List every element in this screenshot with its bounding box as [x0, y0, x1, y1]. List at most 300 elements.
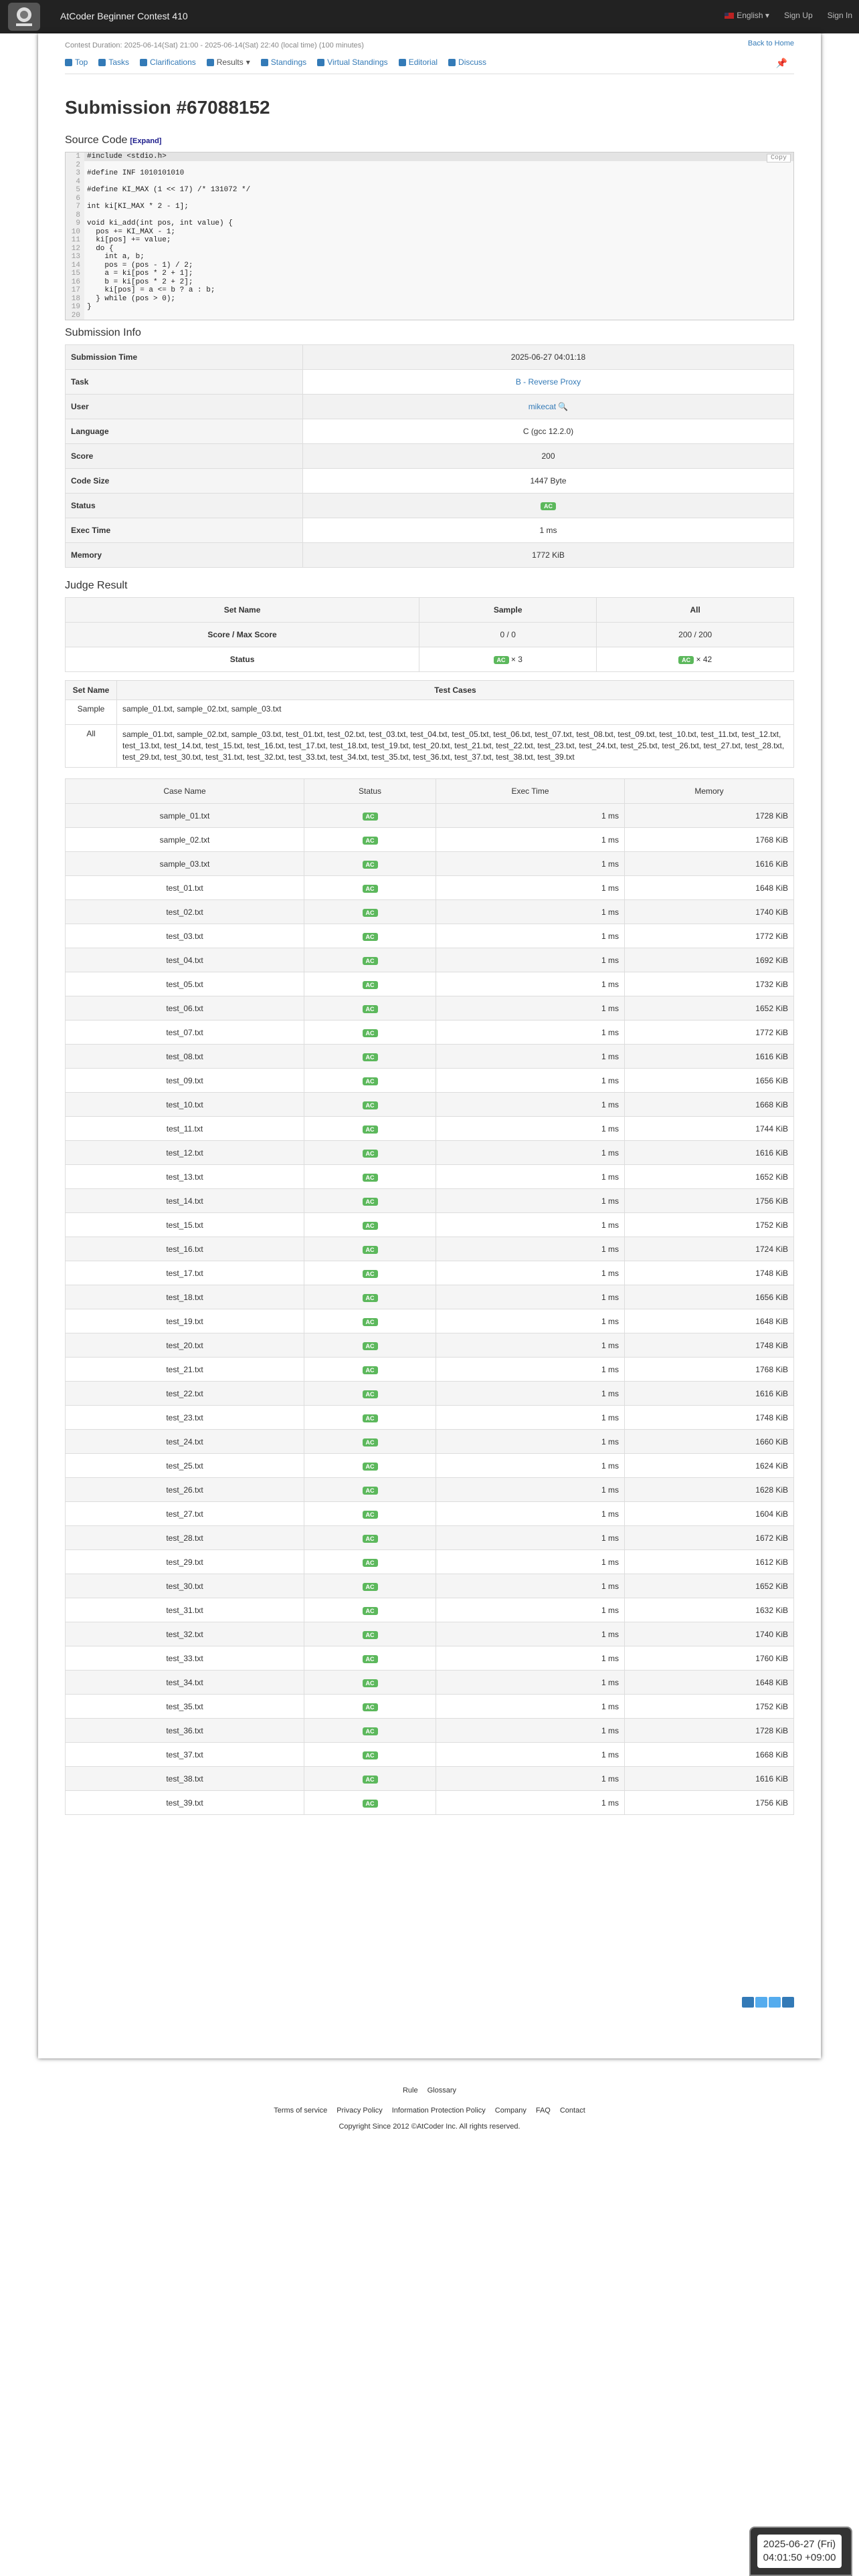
case-status — [304, 1743, 436, 1767]
code-line — [66, 161, 793, 170]
case-row — [66, 1333, 794, 1358]
case-status — [304, 924, 436, 948]
case-memory: 1628 KiB — [625, 1478, 794, 1502]
tab-label: Virtual Standings — [327, 58, 388, 67]
info-row — [66, 444, 794, 469]
submission-info-table — [65, 344, 794, 568]
memory-header: Memory — [625, 779, 794, 804]
case-status — [304, 1550, 436, 1574]
line-content: #define KI_MAX (1 << 17) /* 131072 */ — [87, 186, 251, 194]
case-status — [304, 1358, 436, 1382]
line-content — [84, 312, 87, 320]
user-link[interactable]: mikecat — [528, 402, 557, 411]
line-number: 5 — [66, 186, 84, 195]
footer-link-contact[interactable]: Contact — [559, 2107, 585, 2115]
case-status — [304, 1719, 436, 1743]
atcoder-logo[interactable] — [8, 3, 40, 31]
case-exec-time: 1 ms — [436, 1261, 625, 1285]
case-name: sample_03.txt — [66, 852, 304, 876]
line-content: b = ki[pos * 2 + 2]; — [87, 278, 193, 286]
case-memory: 1656 KiB — [625, 1285, 794, 1309]
question-icon — [140, 59, 147, 66]
info-row — [66, 543, 794, 568]
code-line — [66, 270, 793, 278]
case-exec-time: 1 ms — [436, 1695, 625, 1719]
case-memory: 1616 KiB — [625, 1141, 794, 1165]
code-line — [66, 245, 793, 253]
case-exec-time: 1 ms — [436, 1526, 625, 1550]
tab-label: Results — [216, 58, 244, 67]
case-name: test_01.txt — [66, 876, 304, 900]
case-name: test_26.txt — [66, 1478, 304, 1502]
case-row — [66, 1646, 794, 1671]
ac-badge: AC — [363, 933, 378, 941]
case-name: test_15.txt — [66, 1213, 304, 1237]
case-memory: 1612 KiB — [625, 1550, 794, 1574]
ac-badge: AC — [363, 1029, 378, 1037]
case-status — [304, 1791, 436, 1815]
line-number: 9 — [66, 219, 84, 228]
case-row — [66, 1550, 794, 1574]
ac-badge: AC — [363, 813, 378, 821]
ac-badge: AC — [363, 1607, 378, 1615]
fixed-clock — [749, 2527, 852, 2576]
sample-status-count: × 3 — [510, 655, 522, 664]
case-name: test_33.txt — [66, 1646, 304, 1671]
case-exec-time: 1 ms — [436, 1069, 625, 1093]
footer — [0, 2086, 859, 2131]
case-status — [304, 1526, 436, 1550]
info-label: Score — [66, 444, 303, 469]
line-number: 8 — [66, 211, 84, 220]
case-name: test_22.txt — [66, 1382, 304, 1406]
tab-discuss[interactable] — [448, 58, 486, 67]
list-icon — [207, 59, 214, 66]
case-row — [66, 996, 794, 1021]
case-exec-time: 1 ms — [436, 1743, 625, 1767]
book-icon — [399, 59, 406, 66]
info-row — [66, 419, 794, 444]
line-content — [84, 161, 87, 170]
sort-icon — [261, 59, 268, 66]
case-memory: 1772 KiB — [625, 1021, 794, 1045]
case-row — [66, 1069, 794, 1093]
info-label: Memory — [66, 543, 303, 568]
footer-link-faq[interactable]: FAQ — [535, 2107, 551, 2115]
footer-link-rule[interactable]: Rule — [402, 2086, 418, 2095]
case-exec-time: 1 ms — [436, 1598, 625, 1622]
case-exec-time: 1 ms — [436, 804, 625, 828]
case-exec-time: 1 ms — [436, 852, 625, 876]
code-line — [66, 286, 793, 295]
case-name: test_27.txt — [66, 1502, 304, 1526]
case-memory: 1632 KiB — [625, 1598, 794, 1622]
info-value — [303, 494, 794, 518]
case-memory: 1648 KiB — [625, 1309, 794, 1333]
line-number: 3 — [66, 169, 84, 178]
all-header: All — [597, 598, 794, 623]
set-cases-sample: sample_01.txt, sample_02.txt, sample_03.txt — [117, 700, 794, 725]
ac-badge: AC — [363, 1438, 378, 1446]
case-memory: 1724 KiB — [625, 1237, 794, 1261]
search-icon[interactable]: 🔍 — [556, 402, 569, 411]
case-status — [304, 1574, 436, 1598]
case-exec-time: 1 ms — [436, 1021, 625, 1045]
back-home-link[interactable]: Back to Home — [747, 39, 794, 47]
ac-badge: AC — [363, 1583, 378, 1591]
case-exec-time: 1 ms — [436, 828, 625, 852]
case-exec-time: 1 ms — [436, 996, 625, 1021]
case-row — [66, 1671, 794, 1695]
case-memory: 1616 KiB — [625, 1045, 794, 1069]
tab-label: Tasks — [108, 58, 130, 67]
line-number: 17 — [66, 286, 84, 295]
case-row — [66, 1406, 794, 1430]
copyright: Copyright Since 2012 ©AtCoder Inc. All rights reserved. — [339, 2123, 520, 2131]
line-content: void ki_add(int pos, int value) { — [87, 219, 233, 227]
case-row — [66, 1165, 794, 1189]
case-memory: 1656 KiB — [625, 1069, 794, 1093]
case-name: test_05.txt — [66, 972, 304, 996]
case-memory: 1616 KiB — [625, 1767, 794, 1791]
code-line — [66, 295, 793, 304]
case-status — [304, 1671, 436, 1695]
case-name-header: Case Name — [66, 779, 304, 804]
info-row — [66, 395, 794, 419]
case-status — [304, 1165, 436, 1189]
case-memory: 1652 KiB — [625, 1165, 794, 1189]
info-value: 200 — [303, 444, 794, 469]
case-exec-time: 1 ms — [436, 1550, 625, 1574]
case-exec-time: 1 ms — [436, 1671, 625, 1695]
code-line — [66, 312, 793, 320]
sign-up-link[interactable]: Sign Up — [783, 11, 813, 20]
footer-link-privacy-policy[interactable]: Privacy Policy — [337, 2107, 383, 2115]
tab-results[interactable]: Results ▾ — [207, 58, 250, 67]
source-code-block[interactable] — [65, 152, 794, 320]
ac-badge: AC — [363, 1366, 378, 1374]
line-content: int ki[KI_MAX * 2 - 1]; — [87, 203, 189, 211]
contest-tabs — [65, 58, 794, 74]
line-content: ki[pos] += value; — [87, 236, 171, 244]
tab-clarifications[interactable] — [140, 58, 196, 67]
score-label: Score / Max Score — [66, 623, 419, 647]
info-row — [66, 469, 794, 494]
ac-badge: AC — [363, 1150, 378, 1158]
case-status — [304, 948, 436, 972]
case-exec-time: 1 ms — [436, 1358, 625, 1382]
ac-badge: AC — [678, 656, 694, 664]
sort-icon — [317, 59, 324, 66]
case-memory: 1728 KiB — [625, 1719, 794, 1743]
case-name: test_04.txt — [66, 948, 304, 972]
case-status-header: Status — [304, 779, 436, 804]
case-memory: 1604 KiB — [625, 1502, 794, 1526]
info-label: Exec Time — [66, 518, 303, 543]
line-content: pos += KI_MAX - 1; — [87, 227, 176, 236]
case-status — [304, 1382, 436, 1406]
case-memory: 1740 KiB — [625, 900, 794, 924]
tab-label: Standings — [270, 58, 307, 67]
footer-link-terms-of-service[interactable]: Terms of service — [274, 2107, 328, 2115]
ac-badge: AC — [363, 1535, 378, 1543]
case-status — [304, 972, 436, 996]
line-content — [84, 211, 87, 220]
top-navbar — [0, 0, 859, 33]
case-name: test_38.txt — [66, 1767, 304, 1791]
case-status — [304, 1117, 436, 1141]
judge-summary-table — [65, 597, 794, 672]
case-exec-time: 1 ms — [436, 900, 625, 924]
case-name: test_24.txt — [66, 1430, 304, 1454]
case-exec-time: 1 ms — [436, 1382, 625, 1406]
case-status — [304, 1285, 436, 1309]
page-title: Submission #67088152 — [65, 97, 270, 118]
case-exec-time: 1 ms — [436, 1502, 625, 1526]
case-name: test_16.txt — [66, 1237, 304, 1261]
code-line — [66, 186, 793, 195]
case-memory: 1672 KiB — [625, 1526, 794, 1550]
case-name: sample_01.txt — [66, 804, 304, 828]
line-number: 18 — [66, 295, 84, 304]
task-link[interactable]: B - Reverse Proxy — [515, 377, 581, 387]
set-cases-all: sample_01.txt, sample_02.txt, sample_03.txt, test_01.txt, test_02.txt, test_03.txt, test_04.txt, test_05.txt, test_06.txt, test_07.txt, test_08.txt, test_09.txt, test_10.txt, test_11.txt, test_12.txt, test_13.txt, test_14.txt, test_15.txt, test_16.txt, test_17.txt, test_18.txt, test_19.txt, test_20.txt, test_21.txt, test_22.txt, test_23.txt, test_24.txt, test_25.txt, test_26.txt, test_27.txt, test_28.txt, test_29.txt, test_30.txt, test_31.txt, test_32.txt, test_33.txt, test_34.txt, test_35.txt, test_36.txt, test_37.txt, test_38.txt, test_39.txt — [117, 725, 794, 768]
case-status — [304, 1333, 436, 1358]
ac-badge: AC — [363, 1053, 378, 1061]
line-number: 15 — [66, 270, 84, 278]
case-name: test_06.txt — [66, 996, 304, 1021]
case-exec-time: 1 ms — [436, 1622, 625, 1646]
case-status — [304, 996, 436, 1021]
case-exec-time: 1 ms — [436, 1430, 625, 1454]
share-buttons — [742, 1997, 794, 2008]
case-name: test_03.txt — [66, 924, 304, 948]
case-row — [66, 1430, 794, 1454]
twitter-share-icon[interactable] — [755, 1997, 767, 2008]
code-line — [66, 195, 793, 203]
case-memory: 1760 KiB — [625, 1646, 794, 1671]
case-row — [66, 1719, 794, 1743]
ac-badge: AC — [363, 957, 378, 965]
tab-top[interactable] — [65, 58, 88, 67]
comment-icon — [448, 59, 456, 66]
sample-score: 0 / 0 — [419, 623, 597, 647]
case-name: test_35.txt — [66, 1695, 304, 1719]
case-name: test_07.txt — [66, 1021, 304, 1045]
case-name: test_21.txt — [66, 1358, 304, 1382]
case-status — [304, 1093, 436, 1117]
case-status — [304, 852, 436, 876]
case-memory: 1752 KiB — [625, 1695, 794, 1719]
case-row — [66, 1141, 794, 1165]
case-memory: 1652 KiB — [625, 996, 794, 1021]
info-value: 1447 Byte — [303, 469, 794, 494]
ac-badge: AC — [363, 1222, 378, 1230]
all-status — [597, 647, 794, 672]
line-number: 14 — [66, 261, 84, 270]
case-row — [66, 1574, 794, 1598]
line-content: } while (pos > 0); — [87, 294, 176, 303]
line-number: 6 — [66, 195, 84, 203]
case-memory: 1616 KiB — [625, 1382, 794, 1406]
info-label: Task — [66, 370, 303, 395]
line-content: do { — [87, 244, 114, 253]
case-status — [304, 1309, 436, 1333]
tab-label: Clarifications — [150, 58, 196, 67]
case-exec-time: 1 ms — [436, 1093, 625, 1117]
test-sets-table — [65, 680, 794, 768]
code-line — [66, 169, 793, 178]
case-name: test_02.txt — [66, 900, 304, 924]
case-exec-time: 1 ms — [436, 1117, 625, 1141]
main-container — [38, 33, 821, 2058]
case-exec-time: 1 ms — [436, 1767, 625, 1791]
set-name-sample: Sample — [66, 700, 117, 725]
case-status — [304, 1478, 436, 1502]
line-number: 19 — [66, 303, 84, 312]
case-name: test_09.txt — [66, 1069, 304, 1093]
ac-badge: AC — [363, 1414, 378, 1422]
code-line — [66, 236, 793, 245]
info-value: 1 ms — [303, 518, 794, 543]
info-row — [66, 518, 794, 543]
source-code-title: Source Code — [65, 134, 128, 146]
case-status — [304, 1045, 436, 1069]
code-line — [66, 152, 793, 161]
case-exec-time: 1 ms — [436, 1045, 625, 1069]
ac-badge: AC — [363, 1101, 378, 1109]
case-row — [66, 1285, 794, 1309]
line-number: 12 — [66, 245, 84, 253]
tab-virtual-standings[interactable] — [317, 58, 388, 67]
case-memory: 1744 KiB — [625, 1117, 794, 1141]
case-memory: 1748 KiB — [625, 1261, 794, 1285]
case-exec-time: 1 ms — [436, 1189, 625, 1213]
tab-editorial[interactable] — [399, 58, 438, 67]
case-status — [304, 1646, 436, 1671]
ac-badge: AC — [541, 502, 556, 510]
ac-badge: AC — [363, 1751, 378, 1759]
all-score: 200 / 200 — [597, 623, 794, 647]
case-row — [66, 1598, 794, 1622]
case-name: test_28.txt — [66, 1526, 304, 1550]
case-status — [304, 1502, 436, 1526]
case-name: test_37.txt — [66, 1743, 304, 1767]
code-line — [66, 253, 793, 261]
case-row — [66, 1767, 794, 1791]
case-row — [66, 1237, 794, 1261]
case-exec-time: 1 ms — [436, 1165, 625, 1189]
contest-duration: Contest Duration: 2025-06-14(Sat) 21:00 - 2025-06-14(Sat) 22:40 (local time) (100 minutes) — [65, 41, 364, 49]
case-row — [66, 1382, 794, 1406]
case-name: test_31.txt — [66, 1598, 304, 1622]
case-exec-time: 1 ms — [436, 1285, 625, 1309]
sample-header: Sample — [419, 598, 597, 623]
ac-badge: AC — [363, 1679, 378, 1687]
footer-link-glossary[interactable]: Glossary — [427, 2086, 457, 2095]
case-row — [66, 1526, 794, 1550]
case-name: test_30.txt — [66, 1574, 304, 1598]
case-exec-time: 1 ms — [436, 972, 625, 996]
case-row — [66, 1695, 794, 1719]
sample-status — [419, 647, 597, 672]
line-number: 11 — [66, 236, 84, 245]
ac-badge: AC — [363, 861, 378, 869]
expand-link[interactable]: [Expand] — [130, 137, 162, 145]
case-row — [66, 900, 794, 924]
case-exec-time: 1 ms — [436, 1141, 625, 1165]
ac-badge: AC — [363, 1463, 378, 1471]
set-name-header: Set Name — [66, 598, 419, 623]
clock-time: 04:01:50 +09:00 — [763, 2552, 836, 2563]
case-name: test_20.txt — [66, 1333, 304, 1358]
pin-icon[interactable]: 📌 — [775, 58, 787, 68]
copy-button[interactable]: Copy — [767, 154, 791, 163]
case-name: test_36.txt — [66, 1719, 304, 1743]
case-row — [66, 924, 794, 948]
sign-in-link[interactable]: Sign In — [827, 11, 852, 20]
info-value — [303, 370, 794, 395]
line-content: a = ki[pos * 2 + 1]; — [87, 270, 193, 278]
case-memory: 1752 KiB — [625, 1213, 794, 1237]
ac-badge: AC — [363, 1077, 378, 1085]
ac-badge: AC — [363, 1294, 378, 1302]
info-row — [66, 370, 794, 395]
set-name-all: All — [66, 725, 117, 768]
contest-title[interactable]: AtCoder Beginner Contest 410 — [60, 11, 188, 21]
case-exec-time: 1 ms — [436, 1333, 625, 1358]
tab-standings[interactable] — [261, 58, 306, 67]
tab-tasks[interactable] — [98, 58, 129, 67]
more-share-icon[interactable] — [782, 1997, 794, 2008]
case-exec-time: 1 ms — [436, 948, 625, 972]
telegram-share-icon[interactable] — [769, 1997, 781, 2008]
line-content: pos = (pos - 1) / 2; — [87, 261, 193, 270]
line-content: #include <stdio.h> — [87, 152, 167, 160]
case-row — [66, 1021, 794, 1045]
case-row — [66, 1213, 794, 1237]
case-memory: 1740 KiB — [625, 1622, 794, 1646]
info-value: C (gcc 12.2.0) — [303, 419, 794, 444]
case-row — [66, 1045, 794, 1069]
footer-link-information-protection-policy[interactable]: Information Protection Policy — [391, 2107, 486, 2115]
case-name: test_11.txt — [66, 1117, 304, 1141]
info-label: Code Size — [66, 469, 303, 494]
case-name: test_34.txt — [66, 1671, 304, 1695]
case-status — [304, 1430, 436, 1454]
set-name-col-header: Set Name — [66, 681, 117, 700]
case-row — [66, 1261, 794, 1285]
footer-link-company[interactable]: Company — [494, 2107, 527, 2115]
case-name: test_12.txt — [66, 1141, 304, 1165]
case-status — [304, 804, 436, 828]
tab-label: Discuss — [458, 58, 487, 67]
language-selector[interactable]: English ▾ — [725, 11, 769, 20]
info-label: Submission Time — [66, 345, 303, 370]
case-row — [66, 1093, 794, 1117]
case-name: test_25.txt — [66, 1454, 304, 1478]
case-name: test_13.txt — [66, 1165, 304, 1189]
case-memory: 1756 KiB — [625, 1189, 794, 1213]
line-content: int a, b; — [87, 253, 145, 261]
case-memory: 1728 KiB — [625, 804, 794, 828]
info-row — [66, 494, 794, 518]
case-exec-time: 1 ms — [436, 1478, 625, 1502]
facebook-share-icon[interactable] — [742, 1997, 754, 2008]
case-row — [66, 804, 794, 828]
case-memory: 1660 KiB — [625, 1430, 794, 1454]
ac-badge: AC — [363, 1631, 378, 1639]
